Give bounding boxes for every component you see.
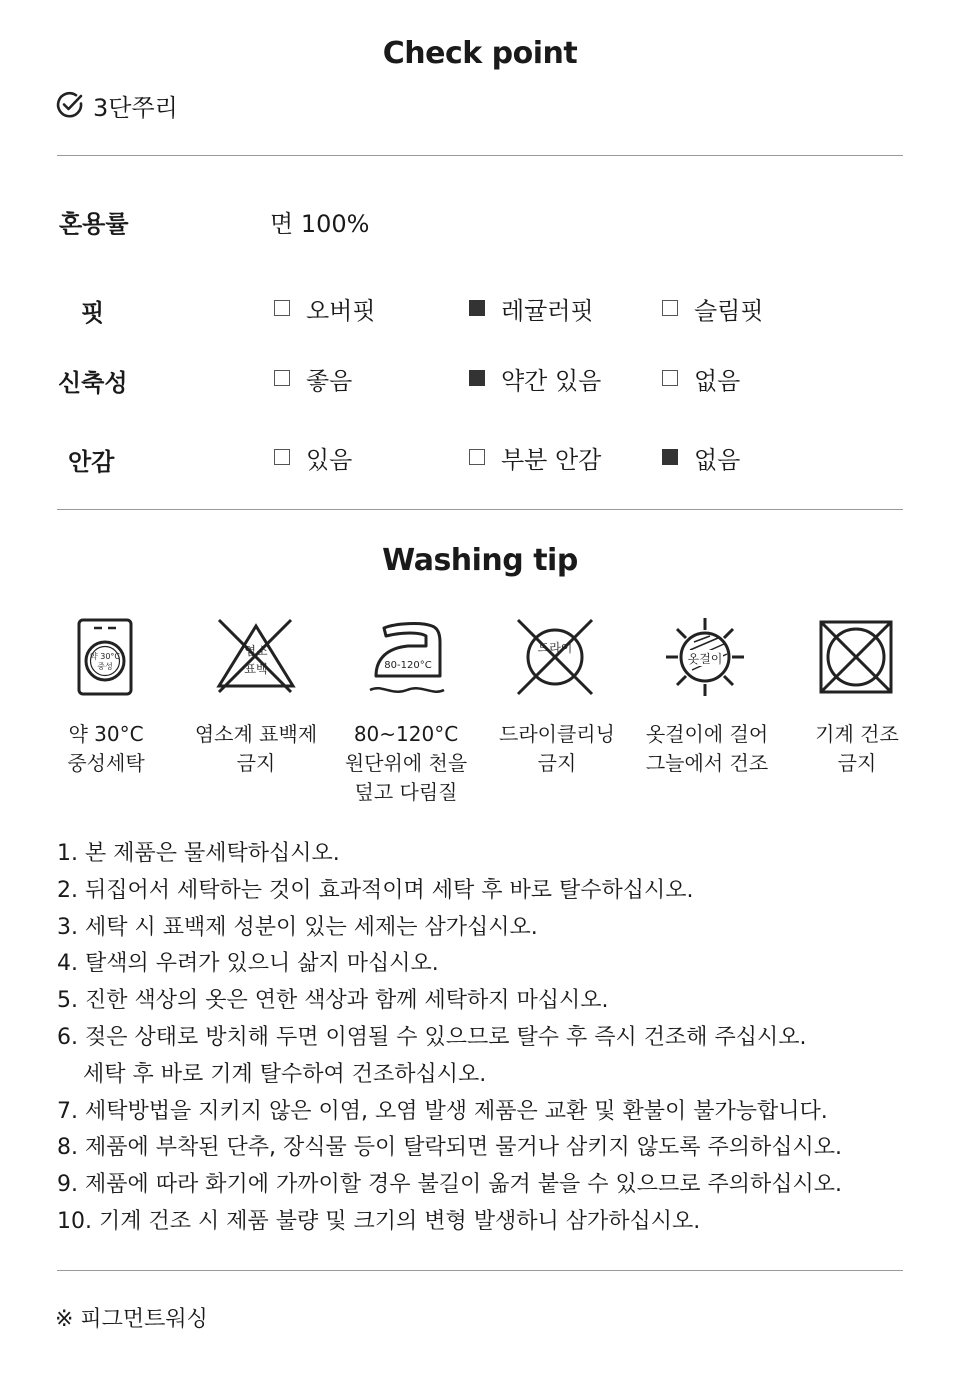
no-dry-clean-label (472, 720, 642, 778)
list-item: 10. 기계 건조 시 제품 불량 및 크기의 변형 발생하니 삼가하십시오. (57, 1208, 701, 1234)
option-text: 좋음 (306, 366, 353, 395)
hang-dry-label (622, 720, 792, 778)
hang-dry-shade-icon (660, 614, 750, 704)
label-line: 금지 (837, 751, 877, 775)
hang-dry-icon-text: 옷걸이 (687, 652, 723, 666)
label-line: 80~120°C (353, 722, 459, 746)
checkbox[interactable] (274, 449, 290, 465)
divider-middle (57, 509, 903, 510)
label-line: 기계 건조 (815, 722, 899, 746)
bleach-icon-text: 표백 (244, 662, 268, 676)
washing-tip-title: Washing tip (382, 543, 578, 578)
no-tumble-dry-label (772, 720, 942, 778)
stretch-option-none[interactable] (662, 361, 740, 395)
composition-label: 혼용률 (59, 210, 129, 238)
label-line: 금지 (236, 751, 276, 775)
label-line: 그늘에서 건조 (645, 751, 769, 775)
option-text: 없음 (694, 445, 741, 474)
label-line: 염소계 표백제 (194, 722, 318, 746)
list-item: 3. 세탁 시 표백제 성분이 있는 세제는 삼가십시오. (57, 914, 538, 940)
wash-30-label (21, 720, 191, 778)
divider-bottom (57, 1270, 903, 1271)
wash-30-neutral-icon (60, 614, 150, 704)
checkbox-checked[interactable] (662, 449, 678, 465)
wash-icon-text: 약 30°C (89, 652, 121, 661)
fit-option-regular[interactable] (469, 291, 594, 325)
iron-80-120-icon (362, 614, 452, 704)
label-line: 원단위에 천을 (344, 751, 468, 775)
iron-label (321, 720, 491, 807)
list-item: 세탁 후 바로 기계 탈수하여 건조하십시오. (83, 1061, 487, 1087)
option-text: 있음 (306, 445, 353, 474)
option-text: 슬림핏 (694, 296, 764, 325)
wash-icon-text: 중성 (97, 662, 113, 671)
no-dry-clean-icon (510, 614, 600, 704)
list-item: 5. 진한 색상의 옷은 연한 색상과 함께 세탁하지 마십시오. (57, 988, 609, 1014)
label-line: 덮고 다림질 (354, 780, 458, 804)
option-text: 레귤러핏 (501, 296, 594, 325)
list-item: 7. 세탁방법을 지키지 않은 이염, 오염 발생 제품은 교환 및 환불이 불가능합니다. (57, 1098, 828, 1124)
list-item: 8. 제품에 부착된 단추, 장식물 등이 탈락되면 물거나 삼키지 않도록 주의하십시오. (57, 1135, 842, 1161)
checkbox[interactable] (662, 370, 678, 386)
option-text: 약간 있음 (501, 366, 602, 395)
checkbox[interactable] (274, 300, 290, 316)
footnote: ※ 피그먼트워싱 (55, 1307, 208, 1332)
label-line: 옷걸이에 걸어 (645, 722, 769, 746)
label-line: 금지 (537, 751, 577, 775)
check-circle-icon (55, 90, 85, 120)
divider-top (57, 155, 903, 156)
lining-label: 안감 (68, 448, 115, 476)
checkbox[interactable] (274, 370, 290, 386)
check-point-tag-text: 3단쭈리 (93, 93, 178, 122)
fit-label: 핏 (81, 299, 105, 327)
stretch-option-slight[interactable] (469, 361, 601, 395)
checkbox-checked[interactable] (469, 370, 485, 386)
no-tumble-dry-icon (811, 614, 901, 704)
lining-option-partial[interactable] (469, 440, 601, 474)
dry-clean-icon-text: 드라이 (537, 641, 573, 655)
list-item: 1. 본 제품은 물세탁하십시오. (57, 841, 340, 866)
label-line: 드라이클리닝 (499, 722, 615, 746)
stretch-option-good[interactable] (274, 361, 352, 395)
composition-value: 면 100% (270, 210, 370, 238)
no-bleach-label (171, 720, 341, 778)
bleach-icon-text: 염소 (244, 644, 268, 658)
fit-option-slim[interactable] (662, 291, 764, 325)
no-bleach-icon (211, 614, 301, 704)
label-line: 약 30°C (68, 722, 144, 746)
iron-icon-text: 80-120°C (384, 660, 432, 671)
checkbox[interactable] (662, 300, 678, 316)
care-instructions-list (57, 836, 937, 1241)
fit-option-over[interactable] (274, 291, 376, 325)
checkbox-checked[interactable] (469, 300, 485, 316)
lining-option-yes[interactable] (274, 440, 352, 474)
option-text: 부분 안감 (501, 445, 602, 474)
option-text: 오버핏 (306, 296, 376, 325)
list-item: 9. 제품에 따라 화기에 가까이할 경우 불길이 옮겨 붙을 수 있으므로 주의하십시오. (57, 1172, 842, 1198)
list-item: 2. 뒤집어서 세탁하는 것이 효과적이며 세탁 후 바로 탈수하십시오. (57, 877, 694, 903)
list-item: 4. 탈색의 우려가 있으니 삶지 마십시오. (57, 951, 439, 977)
check-point-tag (55, 88, 178, 122)
stretch-label: 신축성 (58, 369, 128, 397)
checkbox[interactable] (469, 449, 485, 465)
option-text: 없음 (694, 366, 741, 395)
check-point-title: Check point (382, 36, 578, 71)
list-item: 6. 젖은 상태로 방치해 두면 이염될 수 있으므로 탈수 후 즉시 건조해 주십시오. (57, 1024, 807, 1050)
label-line: 중성세탁 (67, 751, 145, 775)
lining-option-none[interactable] (662, 440, 740, 474)
